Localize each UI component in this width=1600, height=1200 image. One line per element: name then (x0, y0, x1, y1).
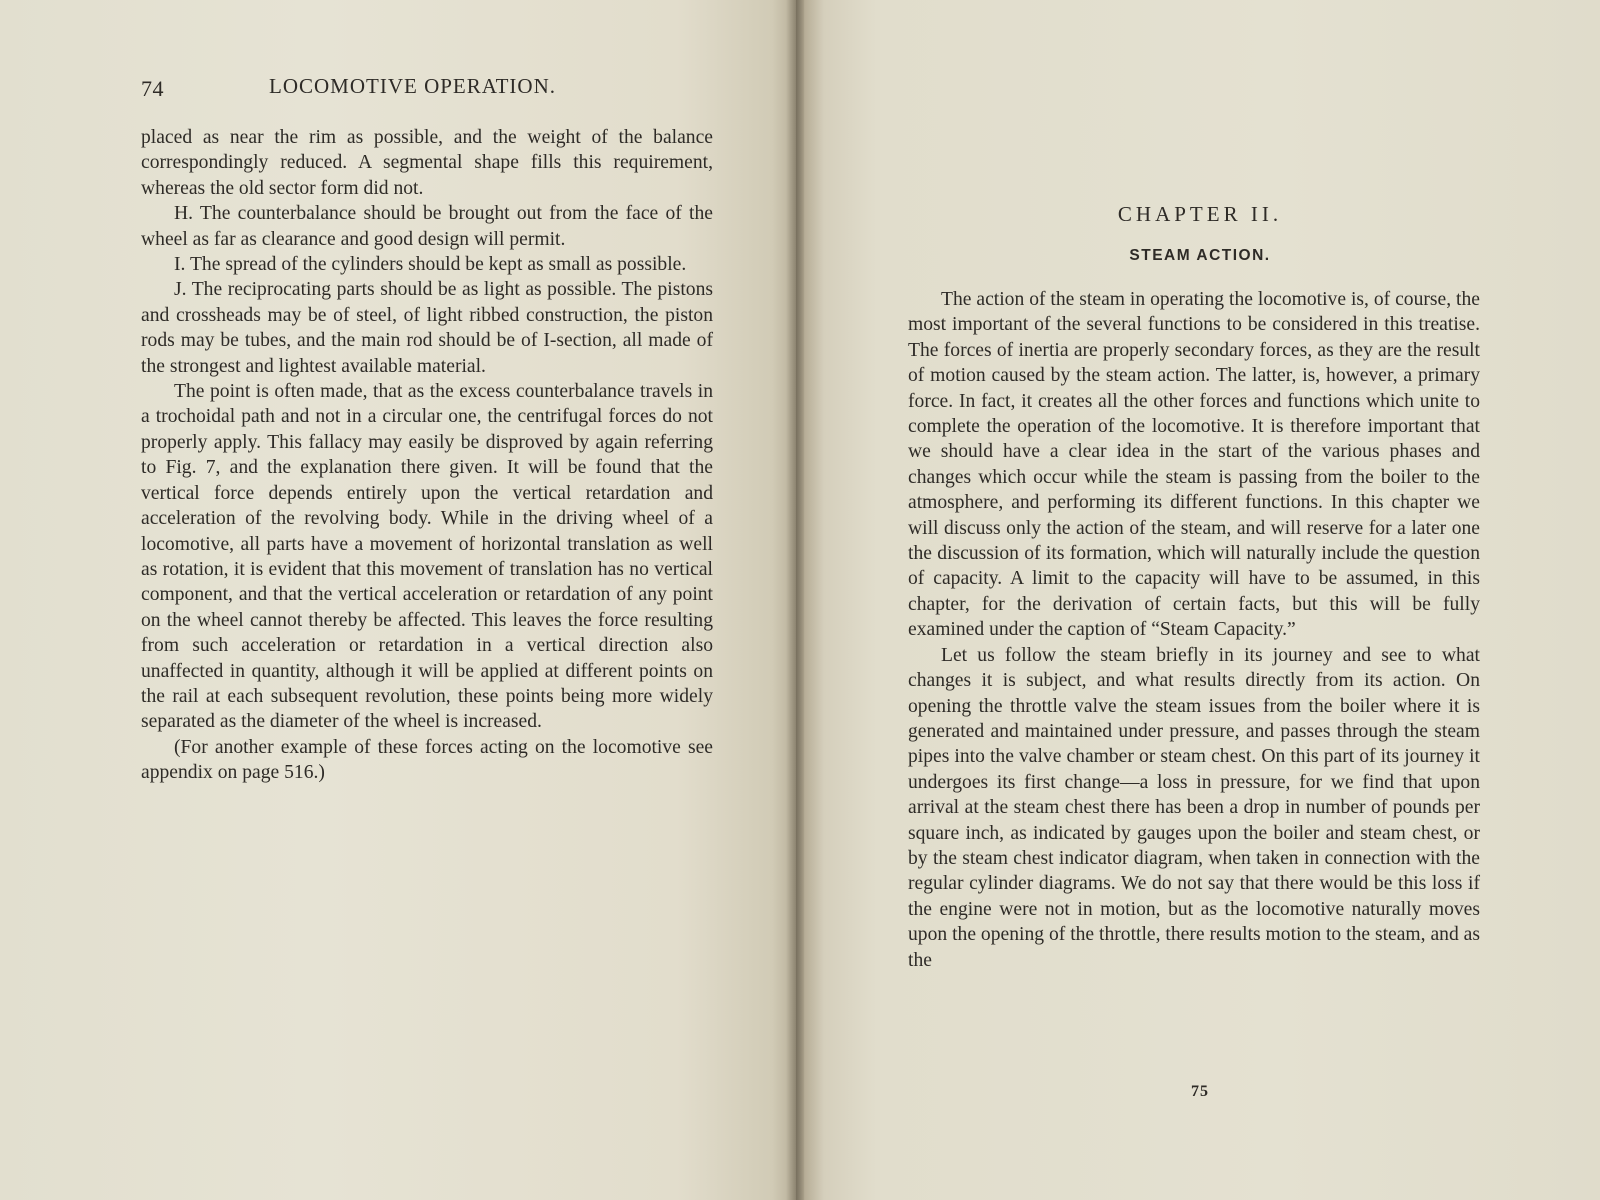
chapter-heading (908, 202, 1480, 227)
running-title: LOCOMOTIVE OPERATION. (269, 74, 556, 98)
chapter-heading-text: CHAPTER II. (1117, 202, 1283, 226)
right-page-number: 75 (1191, 1083, 1209, 1100)
paragraph: H. The counterbalance should be brought out from the face of the wheel as far as clearance and good design will permit. (141, 203, 713, 250)
left-page (0, 0, 796, 1200)
book-gutter (786, 0, 804, 1200)
paragraph: The point is often made, that as the excess counterbalance travels in a trochoidal path and not in a circular one, the centrifugal forces do not properly apply. This fallacy may easily be disproved by again referring to Fig. 7, and the explanation there given. It will be found that the vertical force depends entirely upon the vertical retardation and acceleration of the revolving body. While in the driving wheel of a locomotive, all parts have a movement of horizontal translation as well as rotation, it is evident that this movement of translation has no vertical component, and that the vertical acceleration or retardation of any point on the wheel cannot thereby be affected. This leaves the force resulting from such acceleration or retardation in a vertical direction also unaffected in quantity, although it will be applied at different points on the rail at each subsequent revolution, these points being more widely separated as the diameter of the wheel is increased. (141, 381, 713, 733)
section-heading: STEAM ACTION. (1129, 247, 1271, 264)
left-page-number: 74 (141, 76, 164, 101)
paragraph: J. The reciprocating parts should be as light as possible. The pistons and crossheads may be of steel, of light ribbed construction, the piston rods may be tubes, and the main rod should be of I-section, all made of the strongest and lightest available material. (141, 279, 713, 377)
right-page-body (908, 287, 1480, 973)
paragraph: The action of the steam in operating the locomotive is, of course, the most important of the several functions to be considered in this treatise. The forces of inertia are properly secondary forces, as they are the result of motion caused by the steam action. The latter, is, however, a primary force. In fact, it creates all the other forces and functions which unite to complete the operation of the locomotive. It is therefore important that we should have a clear idea in the start of the various phases and changes which occur while the steam is passing from the boiler to the atmosphere, and performing its different functions. In this chapter we will discuss only the action of the steam, and will reserve for a later one the discussion of its formation, which will naturally include the question of capacity. A limit to the capacity will have to be assumed, in this chapter, for the derivation of certain facts, but this will be fully examined under the caption of “Steam Capacity.” (908, 289, 1480, 641)
paragraph: Let us follow the steam briefly in its journey and see to what changes it is subject, and what results directly from its action. On opening the throttle valve the steam issues from the boiler where it is generated and maintained under pressure, and passes through the steam pipes into the valve chamber or steam chest. On this part of its journey it undergoes its first change—a loss in pressure, for we find that upon arrival at the steam chest there has been a drop in number of pounds per square inch, as indicated by gauges upon the boiler and steam chest, or by the steam chest indicator diagram, when taken in connection with the regular cylinder diagrams. We do not say that there would be this loss if the engine were not in motion, but as the locomotive naturally moves upon the opening of the throttle, there results motion to the steam, and as the (908, 644, 1480, 971)
paragraph: (For another example of these forces acting on the locomotive see appendix on page 516.) (141, 736, 713, 784)
left-running-head (141, 74, 713, 104)
paragraph: I. The spread of the cylinders should be kept as small as possible. (174, 254, 687, 276)
left-page-body (141, 125, 713, 786)
paragraph: placed as near the rim as possible, and the weight of the balance correspondingly reduced. A segmental shape fills this requirement, whereas the old sector form did not. (141, 127, 713, 199)
